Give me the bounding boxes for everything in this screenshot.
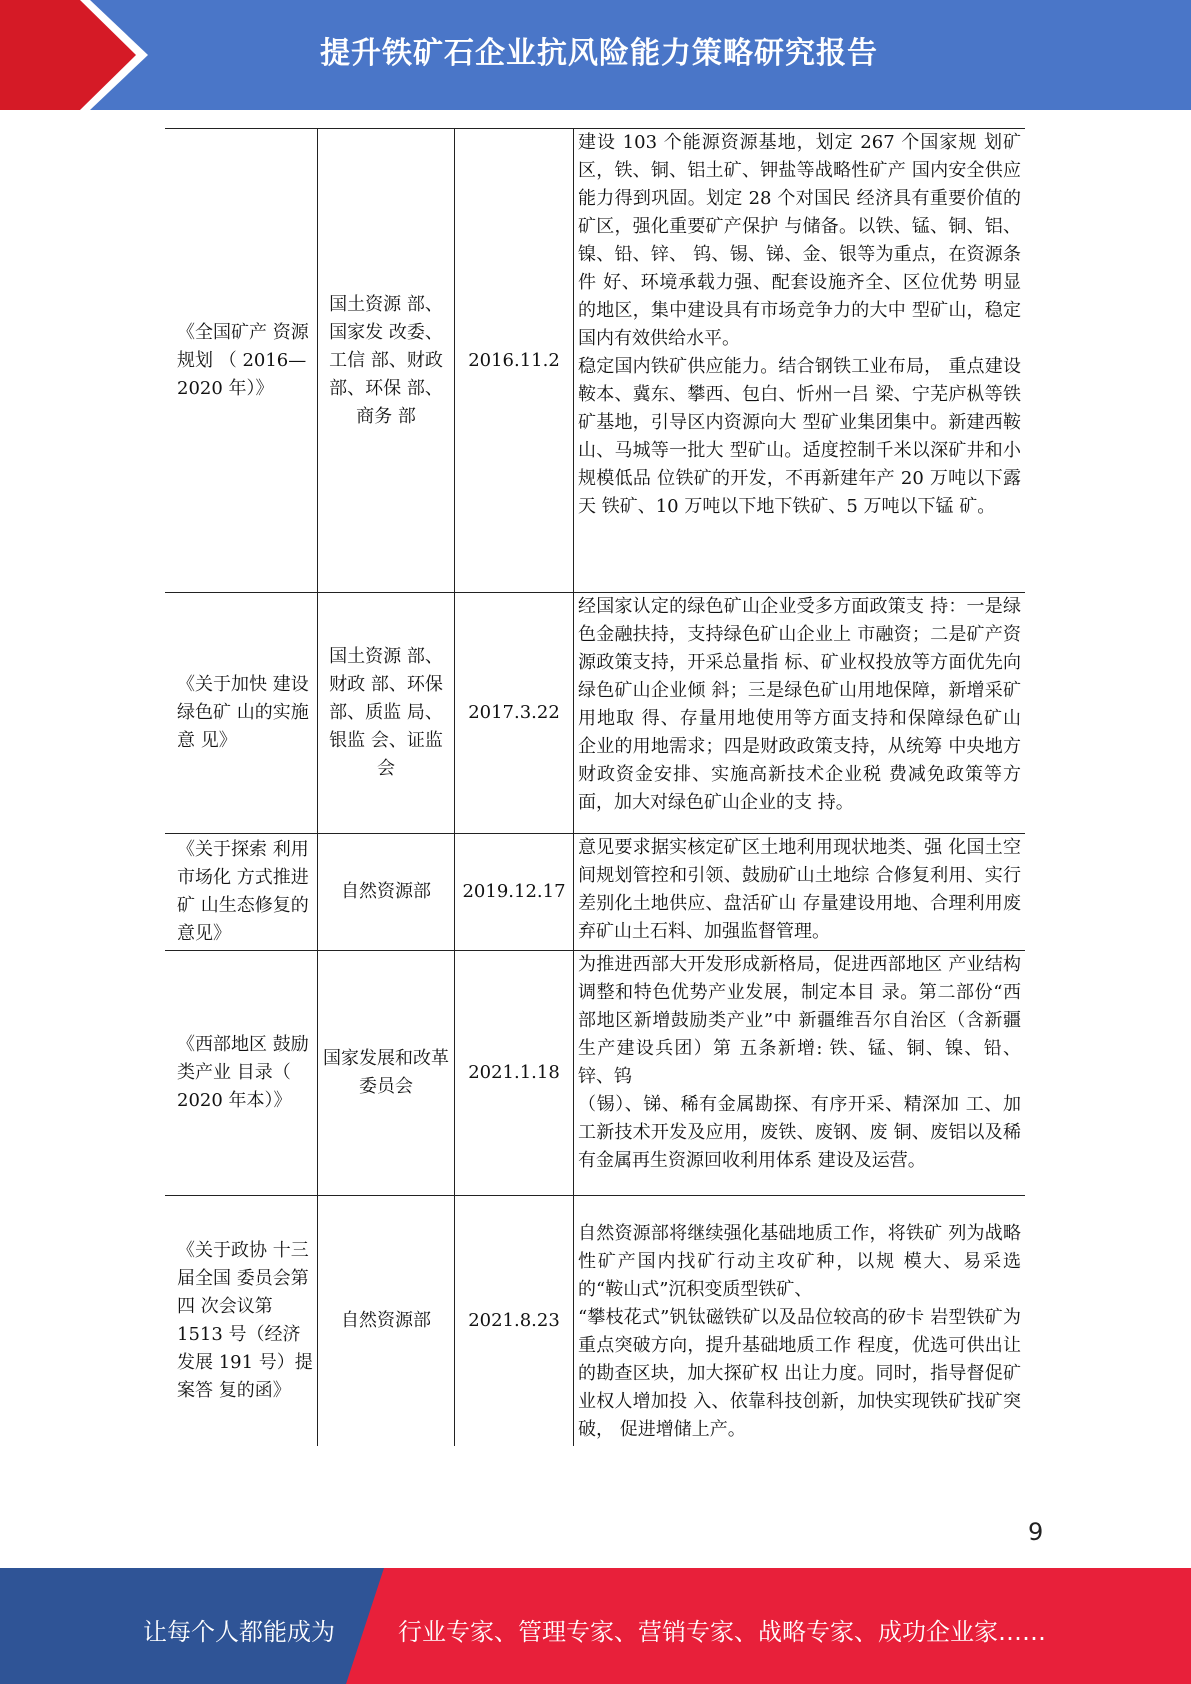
policy-content [574, 834, 1026, 951]
header-arrow-icon [0, 0, 150, 110]
issuing-department: 国土资源 部、财政 部、环保 部、质监 局、银监 会、证监 会 [318, 593, 455, 834]
issuing-department: 国家发展和改革委员会 [318, 951, 455, 1196]
policy-name: 《全国矿产 资源规划 （ 2016—2020 年）》 [177, 321, 309, 399]
issuing-department: 自然资源部 [318, 1196, 455, 1447]
policy-content-paragraph: 建设 103 个能源资源基地，划定 267 个国家规 划矿区，铁、铜、铝土矿、钾盐等战略性矿产 国内安全供应能力得到巩固。划定 28 个对国民 经济具有重要价值的矿区，强化重要矿产保护 与储备。以铁、锰、铜、铝、镍、铅、锌、 钨、锡、锑、金、银等为重点，在资源条件 好、环境承载力强、配套设施齐全、区位优势 明显的地区，集中建设具有市场竞争力的大中 型矿山，稳定国内有效供给水平。 [578, 132, 1021, 349]
issue-date: 2017.3.22 [455, 593, 574, 834]
policy-name: 《西部地区 鼓励类产业 目录（ 2020 年本）》 [177, 1034, 309, 1111]
policy-content-paragraph: 意见要求据实核定矿区土地利用现状地类、强 化国土空间规划管控和引领、鼓励矿山土地综 合修复利用、实行差别化土地供应、盘活矿山 存量建设用地、合理利用废弃矿山土石料、加强监督管理。 [578, 837, 1021, 942]
policy-content-paragraph: 为推进西部大开发形成新格局，促进西部地区 产业结构调整和特色优势产业发展，制定本目 录。第二部份“西部地区新增鼓励类产业”中 新疆维吾尔自治区（含新疆生产建设兵团）第 五条新增: 铁、锰、铜、镍、铅、锌、钨 [578, 954, 1021, 1087]
policy-content [574, 1196, 1026, 1447]
footer-slogan-right: 行业专家、管理专家、营销专家、战略专家、成功企业家…… [398, 1618, 1046, 1646]
page-footer [0, 1568, 1191, 1684]
policy-content-paragraph: 自然资源部将继续强化基础地质工作，将铁矿 列为战略性矿产国内找矿行动主攻矿种，以规 模大、易采选的“鞍山式”沉积变质型铁矿、 [578, 1223, 1021, 1300]
report-title: 提升铁矿石企业抗风险能力策略研究报告 [320, 36, 878, 71]
table-row [165, 951, 1025, 1196]
page-number: 9 [1028, 1518, 1044, 1546]
policy-table [165, 128, 1025, 1446]
policy-content-paragraph: （锡）、锑、稀有金属勘探、有序开采、精深加 工、加工新技术开发及应用，废铁、废钢、废 铜、废铝以及稀有金属再生资源回收利用体系 建设及运营。 [578, 1094, 1021, 1171]
policy-name: 《关于加快 建设绿色矿 山的实施意 见》 [177, 674, 309, 751]
table-row [165, 1196, 1025, 1447]
issue-date: 2016.11.2 [455, 129, 574, 593]
policy-content [574, 951, 1026, 1196]
footer-slogan-left: 让每个人都能成为 [143, 1618, 335, 1646]
policy-content-paragraph: 经国家认定的绿色矿山企业受多方面政策支 持：一是绿色金融扶持，支持绿色矿山企业上 市融资；二是矿产资源政策支持，开采总量指 标、矿业权投放等方面优先向绿色矿山企业倾 斜；三是绿色矿山用地保障，新增采矿用地取 得、存量用地使用等方面支持和保障绿色矿山 企业的用地需求；四是财政政策支持，从统筹 中央地方财政资金安排、实施高新技术企业税 费减免政策等方面，加大对绿色矿山企业的支 持。 [578, 596, 1021, 813]
page-header [0, 0, 1191, 110]
policy-content-paragraph: 稳定国内铁矿供应能力。结合钢铁工业布局， 重点建设鞍本、冀东、攀西、包白、忻州一吕 梁、宁芜庐枞等铁矿基地，引导区内资源向大 型矿业集团集中。新建西鞍山、马城等一批大 型矿山。适度控制千米以深矿井和小规模低品 位铁矿的开发，不再新建年产 20 万吨以下露天 铁矿、10 万吨以下地下铁矿、5 万吨以下锰 矿。 [578, 356, 1021, 517]
issuing-department: 自然资源部 [318, 834, 455, 951]
issuing-department: 国土资源 部、国家发 改委、 工信 部、财政 部、环保 部、商务 部 [318, 129, 455, 593]
policy-name: 《关于探索 利用市场化 方式推进矿 山生态修复的意见》 [177, 839, 309, 944]
table-row [165, 593, 1025, 834]
issue-date: 2019.12.17 [455, 834, 574, 951]
policy-content-paragraph: “攀枝花式”钒钛磁铁矿以及品位较高的矽卡 岩型铁矿为重点突破方向，提升基础地质工作 程度，优选可供出让的勘查区块，加大探矿权 出让力度。同时，指导督促矿业权人增加投 入、依靠科技创新，加快实现铁矿找矿突破， 促进增储上产。 [578, 1307, 1021, 1440]
policy-content [574, 129, 1026, 593]
policy-name: 《关于政协 十三届全国 委员会第四 次会议第 1513 号（经济发展 191 号）提案答 复的函》 [177, 1240, 313, 1401]
policy-content [574, 593, 1026, 834]
issue-date: 2021.1.18 [455, 951, 574, 1196]
table-row [165, 834, 1025, 951]
issue-date: 2021.8.23 [455, 1196, 574, 1447]
table-row [165, 129, 1025, 593]
